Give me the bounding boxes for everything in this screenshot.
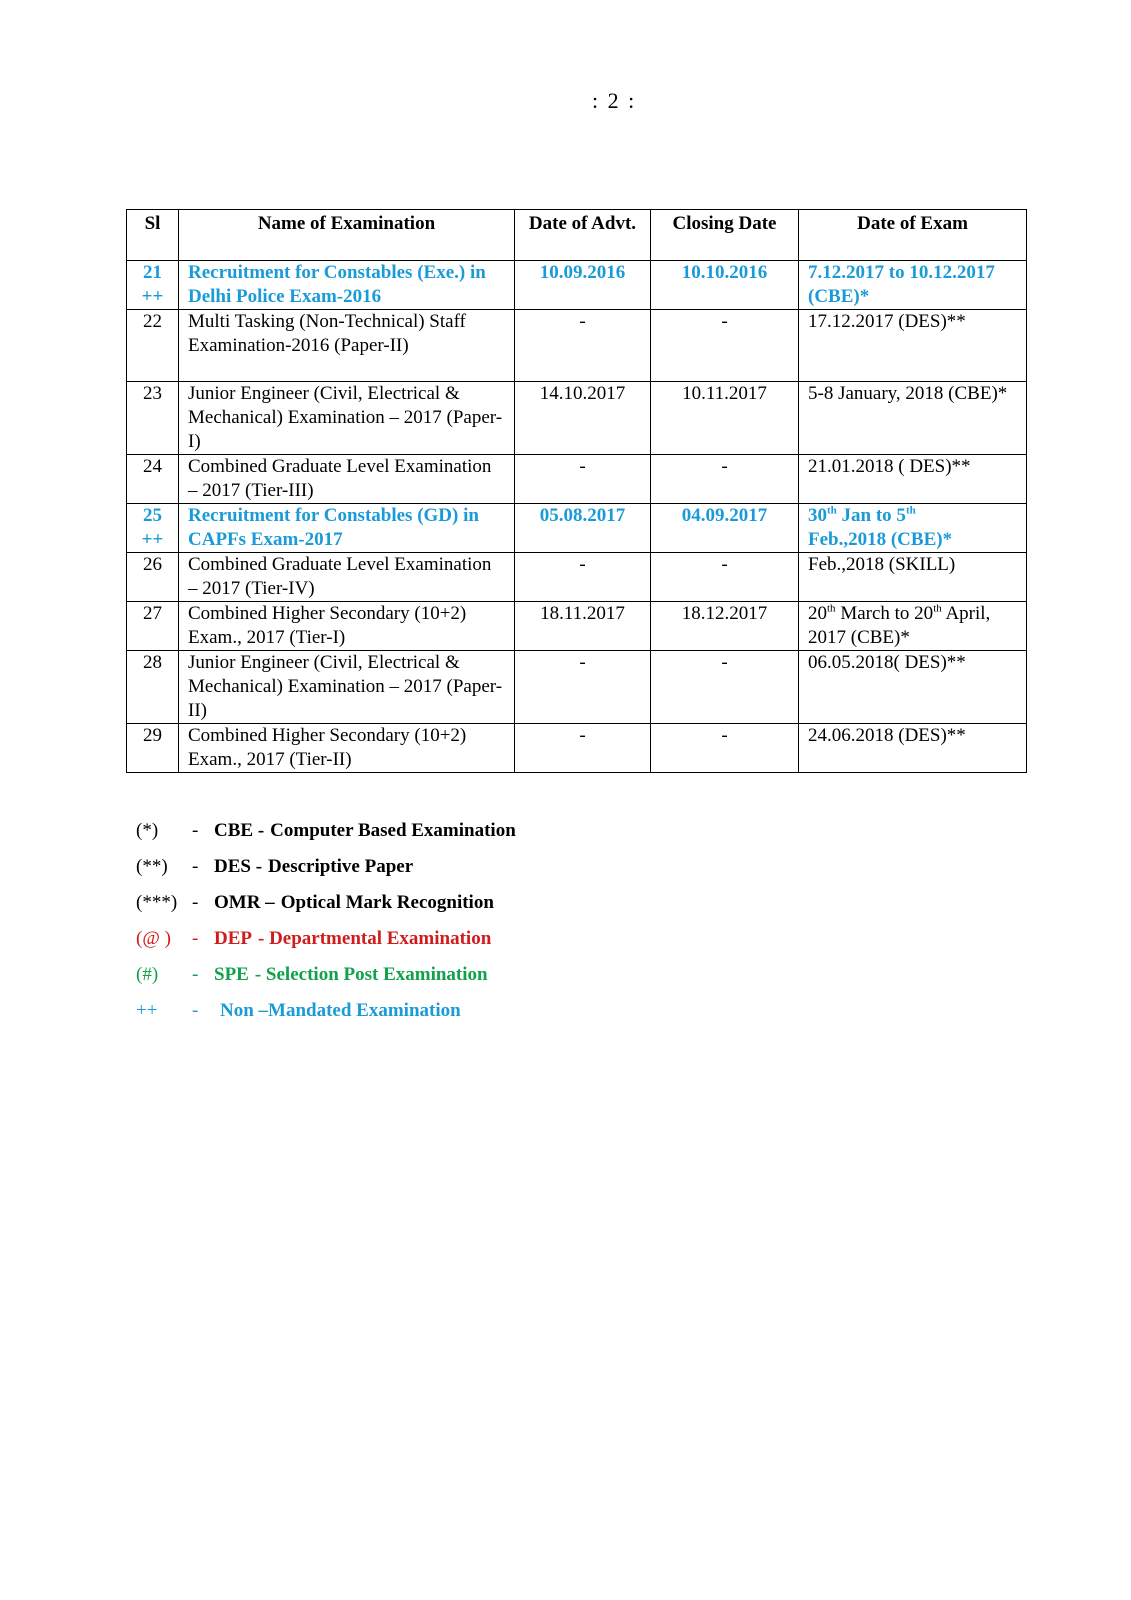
legend-item-non-mandated xyxy=(136,1000,516,1036)
table-header-row xyxy=(127,210,1027,261)
row-sl: 24 xyxy=(127,455,179,504)
legend-text: Computer Based Examination xyxy=(270,820,516,841)
table-row xyxy=(127,553,1027,602)
legend-symbol: (@ ) xyxy=(136,928,171,949)
table-row xyxy=(127,382,1027,455)
row-exam-date: 30th Jan to 5th Feb.,2018 (CBE)* xyxy=(799,504,1027,553)
table-row xyxy=(127,651,1027,724)
legend-text: - Selection Post Examination xyxy=(254,964,488,985)
row-exam-name: Junior Engineer (Civil, Electrical & Mechanical) Examination – 2017 (Paper-I) xyxy=(179,382,515,455)
row-advt-date: - xyxy=(515,724,651,773)
row-sl: 22 xyxy=(127,310,179,382)
legend-symbol: (#) xyxy=(136,964,159,985)
row-exam-name: Combined Graduate Level Examination – 2017 (Tier-III) xyxy=(179,455,515,504)
row-closing-date: 10.10.2016 xyxy=(651,261,799,310)
legend-dash: - xyxy=(192,1000,199,1021)
row-closing-date: - xyxy=(651,310,799,382)
row-sl: 26 xyxy=(127,553,179,602)
table-row xyxy=(127,310,1027,382)
row-advt-date: 14.10.2017 xyxy=(515,382,651,455)
legend-symbol: (***) xyxy=(136,892,178,913)
examination-schedule-table xyxy=(126,209,1027,773)
row-exam-name: Combined Graduate Level Examination – 2017 (Tier-IV) xyxy=(179,553,515,602)
table-row xyxy=(127,504,1027,553)
legend-symbol: (*) xyxy=(136,820,159,841)
row-exam-name: Combined Higher Secondary (10+2) Exam., 2017 (Tier-II) xyxy=(179,724,515,773)
row-exam-date: 24.06.2018 (DES)** xyxy=(799,724,1027,773)
row-advt-date: - xyxy=(515,455,651,504)
row-exam-name: Recruitment for Constables (GD) in CAPFs Exam-2017 xyxy=(179,504,515,553)
legend-dash: - xyxy=(192,892,199,913)
table-row xyxy=(127,724,1027,773)
legend-code: DEP xyxy=(214,928,252,949)
row-advt-date: 18.11.2017 xyxy=(515,602,651,651)
legend-dash: - xyxy=(192,928,199,949)
row-closing-date: 10.11.2017 xyxy=(651,382,799,455)
row-advt-date: 10.09.2016 xyxy=(515,261,651,310)
abbreviation-legend xyxy=(136,820,516,1036)
legend-item-cbe xyxy=(136,820,516,856)
row-exam-date: 20th March to 20th April, 2017 (CBE)* xyxy=(799,602,1027,651)
legend-dash: - xyxy=(192,820,199,841)
table-row xyxy=(127,455,1027,504)
row-advt-date: - xyxy=(515,310,651,382)
legend-text: - Departmental Examination xyxy=(258,928,492,949)
row-closing-date: - xyxy=(651,724,799,773)
row-sl: 28 xyxy=(127,651,179,724)
row-closing-date: - xyxy=(651,455,799,504)
row-closing-date: - xyxy=(651,553,799,602)
row-closing-date: 04.09.2017 xyxy=(651,504,799,553)
row-advt-date: 05.08.2017 xyxy=(515,504,651,553)
row-exam-date: 21.01.2018 ( DES)** xyxy=(799,455,1027,504)
legend-code: SPE xyxy=(214,964,249,985)
row-sl: 27 xyxy=(127,602,179,651)
row-exam-date: 5-8 January, 2018 (CBE)* xyxy=(799,382,1027,455)
legend-item-des xyxy=(136,856,516,892)
row-exam-date: Feb.,2018 (SKILL) xyxy=(799,553,1027,602)
header-sl: Sl xyxy=(127,210,179,261)
legend-code: CBE - xyxy=(214,820,265,841)
legend-item-dep xyxy=(136,928,516,964)
legend-code: DES - xyxy=(214,856,263,877)
header-date-of-advt: Date of Advt. xyxy=(515,210,651,261)
legend-dash: - xyxy=(192,964,199,985)
row-sl: 23 xyxy=(127,382,179,455)
row-advt-date: - xyxy=(515,651,651,724)
legend-symbol: (**) xyxy=(136,856,168,877)
header-name-of-examination: Name of Examination xyxy=(179,210,515,261)
row-exam-name: Junior Engineer (Civil, Electrical & Mechanical) Examination – 2017 (Paper-II) xyxy=(179,651,515,724)
legend-item-omr xyxy=(136,892,516,928)
legend-item-spe xyxy=(136,964,516,1000)
legend-symbol: ++ xyxy=(136,1000,158,1021)
row-closing-date: 18.12.2017 xyxy=(651,602,799,651)
row-sl: 25 ++ xyxy=(127,504,179,553)
table-row xyxy=(127,261,1027,310)
legend-text: Descriptive Paper xyxy=(268,856,414,877)
legend-code: OMR – xyxy=(214,892,275,913)
header-closing-date: Closing Date xyxy=(651,210,799,261)
row-sl: 29 xyxy=(127,724,179,773)
row-exam-date: 06.05.2018( DES)** xyxy=(799,651,1027,724)
legend-dash: - xyxy=(192,856,199,877)
legend-text: Non –Mandated Examination xyxy=(220,1000,461,1021)
legend-text: Optical Mark Recognition xyxy=(280,892,494,913)
row-exam-name: Recruitment for Constables (Exe.) in Delhi Police Exam-2016 xyxy=(179,261,515,310)
row-advt-date: - xyxy=(515,553,651,602)
page-number: : 2 : xyxy=(592,88,637,113)
table-row xyxy=(127,602,1027,651)
row-closing-date: - xyxy=(651,651,799,724)
row-exam-date: 17.12.2017 (DES)** xyxy=(799,310,1027,382)
row-exam-name: Multi Tasking (Non-Technical) Staff Examination-2016 (Paper-II) xyxy=(179,310,515,382)
row-exam-name: Combined Higher Secondary (10+2) Exam., 2017 (Tier-I) xyxy=(179,602,515,651)
row-sl: 21 ++ xyxy=(127,261,179,310)
header-date-of-exam: Date of Exam xyxy=(799,210,1027,261)
row-exam-date: 7.12.2017 to 10.12.2017 (CBE)* xyxy=(799,261,1027,310)
